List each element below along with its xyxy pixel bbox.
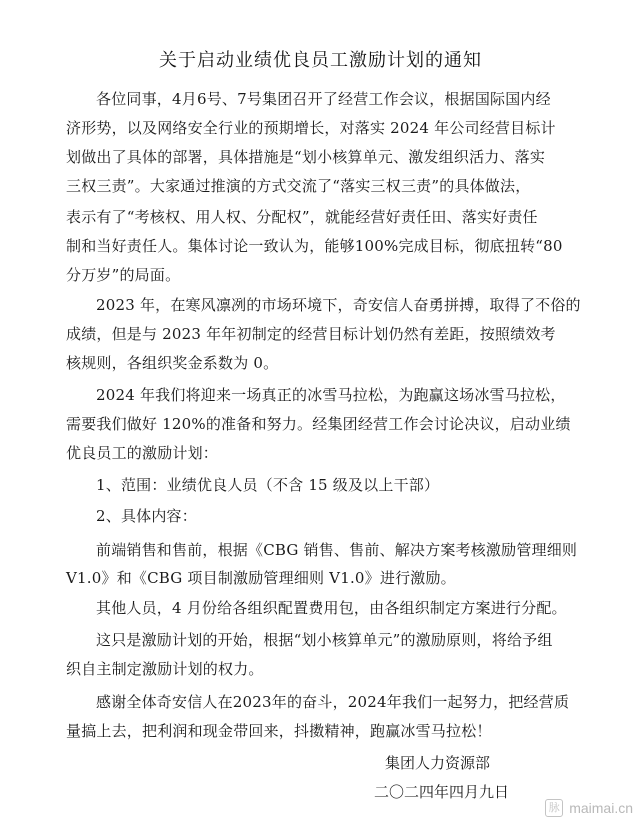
document-title: 关于启动业绩优良员工激励计划的通知 xyxy=(159,50,482,71)
body-line: 表示有了“考核权、用人权、分配权”，就能经营好责任田、落实好责任 xyxy=(66,208,538,226)
body-line: 核规则，各组织奖金系数为 0。 xyxy=(66,354,279,372)
watermark xyxy=(545,799,633,817)
maimai-logo-icon: 脉 xyxy=(545,799,563,817)
body-line: 其他人员，4 月份给各组织配置费用包，由各组织制定方案进行分配。 xyxy=(96,599,567,617)
body-line: 量搞上去，把利润和现金带回来，抖擞精神，跑赢冰雪马拉松！ xyxy=(66,722,492,740)
body-line: 划做出了具体的部署，具体措施是“划小核算单元、激发组织活力、落实 xyxy=(66,148,546,166)
body-line: 优良员工的激励计划： xyxy=(66,444,219,462)
body-line: 分万岁”的局面。 xyxy=(66,266,181,284)
body-line: 济形势，以及网络安全行业的预期增长，对落实 2024 年公司经营目标计 xyxy=(66,119,556,137)
signature: 集团人力资源部 xyxy=(385,754,491,772)
body-line: 2023 年，在寒风凛冽的市场环境下，奇安信人奋勇拼搏，取得了不俗的 xyxy=(96,296,581,314)
body-line: 制和当好责任人。集体讨论一致认为，能够100%完成目标，彻底扭转“80 xyxy=(66,237,563,255)
body-line: 前端销售和售前，根据《CBG 销售、售前、解决方案考核激励管理细则 xyxy=(96,541,578,559)
list-item-scope: 1、范围：业绩优良人员（不含 15 级及以上干部） xyxy=(96,476,440,494)
body-line: 需要我们做好 120%的准备和努力。经集团经营工作会讨论决议，启动业绩 xyxy=(66,415,571,433)
body-line: 这只是激励计划的开始，根据“划小核算单元”的激励原则，将给予组 xyxy=(96,631,553,649)
body-line: 成绩，但是与 2023 年年初制定的经营目标计划仍然有差距，按照绩效考 xyxy=(66,325,556,343)
body-line: 2024 年我们将迎来一场真正的冰雪马拉松，为跑赢这场冰雪马拉松， xyxy=(96,386,566,404)
body-line: 织自主制定激励计划的权力。 xyxy=(66,660,264,678)
body-line: V1.0》和《CBG 项目制激励管理细则 V1.0》进行激励。 xyxy=(66,569,456,587)
body-line: 三权三责”。大家通过推演的方式交流了“落实三权三责”的具体做法， xyxy=(66,177,531,195)
watermark-text: maimai.cn xyxy=(569,800,633,816)
body-line: 各位同事，4月6号、7号集团召开了经营工作会议，根据国际国内经 xyxy=(96,90,551,108)
document-date: 二〇二四年四月九日 xyxy=(374,783,510,801)
body-line: 感谢全体奇安信人在2023年的奋斗，2024年我们一起努力，把经营质 xyxy=(96,693,570,711)
list-item-content: 2、具体内容： xyxy=(96,507,197,525)
